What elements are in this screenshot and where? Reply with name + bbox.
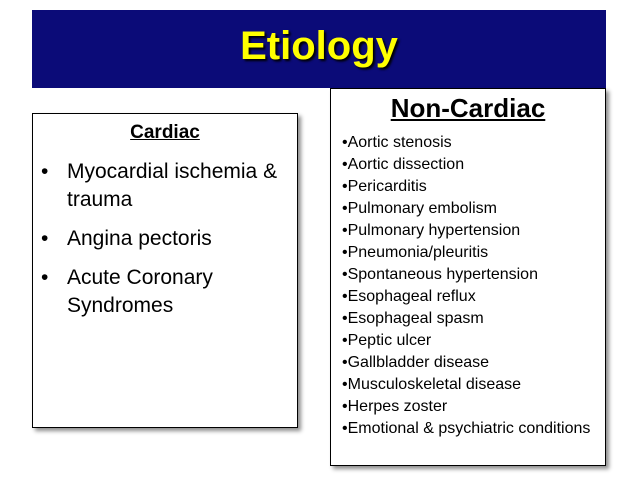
title-bar (32, 10, 606, 88)
bullet-icon: • (342, 222, 348, 239)
bullet-icon: • (342, 200, 348, 217)
list-item: •Gallbladder disease (342, 354, 490, 371)
cardiac-box (32, 113, 298, 428)
cardiac-list (39, 158, 289, 331)
list-item: •Esophageal reflux (342, 288, 476, 305)
list-item: •Musculoskeletal disease (342, 376, 522, 393)
bullet-icon: • (41, 160, 49, 183)
list-item: •Peptic ulcer (342, 332, 432, 349)
list-item: • Angina pectoris (39, 225, 289, 253)
list-item: •Pulmonary hypertension (342, 222, 521, 239)
bullet-icon: • (342, 332, 348, 349)
bullet-icon: • (342, 266, 348, 283)
list-item: •Pulmonary embolism (342, 200, 497, 217)
bullet-icon: • (41, 227, 49, 250)
bullet-icon: • (342, 354, 348, 371)
list-item: • Acute Coronary Syndromes (41, 266, 213, 317)
non-cardiac-list (342, 132, 604, 440)
bullet-icon: • (342, 178, 348, 195)
list-item: •Herpes zoster (342, 398, 448, 415)
bullet-icon: • (342, 244, 348, 261)
bullet-icon: • (342, 398, 348, 415)
list-item: •Aortic stenosis (342, 134, 452, 151)
list-item: •Pericarditis (342, 178, 427, 195)
list-item: •Pneumonia/pleuritis (342, 244, 489, 261)
bullet-icon: • (342, 376, 348, 393)
bullet-icon: • (342, 288, 348, 305)
non-cardiac-heading: Non-Cardiac (390, 93, 546, 123)
bullet-icon: • (342, 134, 348, 151)
bullet-icon: • (342, 310, 348, 327)
slide-title: Etiology (240, 23, 398, 68)
bullet-icon: • (342, 156, 348, 173)
list-item: • Myocardial ischemia & trauma (41, 160, 278, 211)
cardiac-heading: Cardiac (130, 122, 200, 143)
bullet-icon: • (342, 420, 348, 437)
non-cardiac-box (330, 88, 606, 466)
list-item: •Aortic dissection (342, 156, 465, 173)
list-item: •Esophageal spasm (342, 310, 484, 327)
list-item: •Emotional & psychiatric conditions (342, 420, 591, 437)
list-item: •Spontaneous hypertension (342, 266, 538, 283)
bullet-icon: • (41, 266, 49, 289)
